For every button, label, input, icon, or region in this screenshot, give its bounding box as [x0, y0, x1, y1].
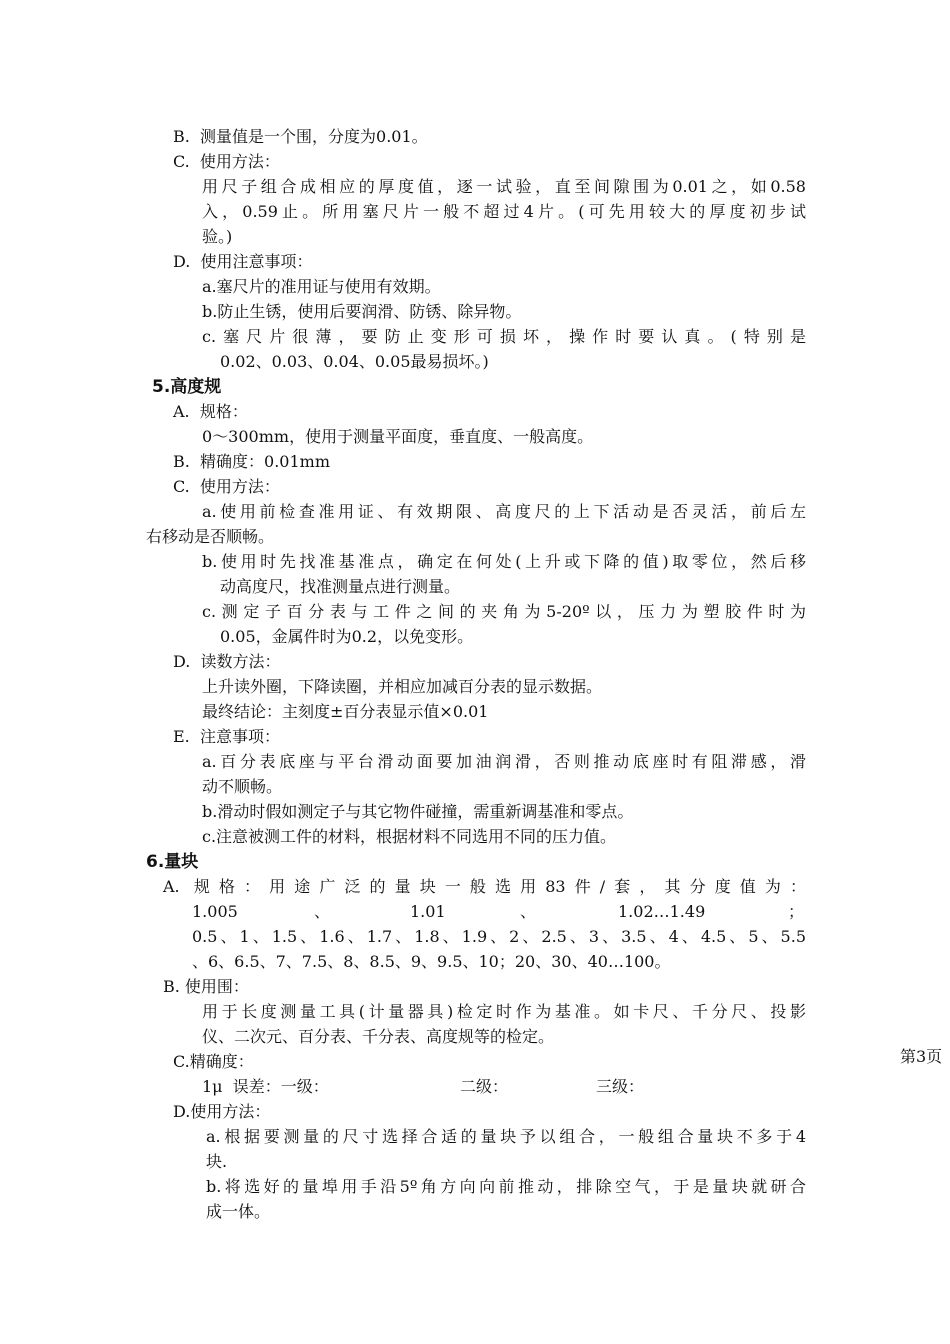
spec-separator-3: ；	[788, 902, 805, 921]
gauge-block-item-d-heading: D.使用方法：	[173, 1102, 271, 1121]
gauge-block-spec-4: 、6、6.5、7、7.5、8、8.5、9、9.5、10；20、30、40…100。	[192, 952, 671, 971]
feeler-item-c-heading: C. 使用方法：	[173, 152, 280, 171]
feeler-note-a: a.塞尺片的准用证与使用有效期。	[202, 277, 441, 296]
height-gauge-spec: 0～300mm，使用于测量平面度，垂直度、一般高度。	[202, 427, 594, 446]
feeler-method-text-3: 验。)	[202, 227, 233, 246]
gauge-block-method-a-1: a.根据要测量的尺寸选择合适的量块予以组合，一般组合量块不多于4	[206, 1127, 806, 1146]
feeler-note-c-1: c.塞尺片很薄，要防止变形可损坏，操作时要认真。(特别是	[202, 327, 806, 346]
height-gauge-item-d-heading: D. 读数方法：	[173, 652, 281, 671]
gauge-block-spec-1: A. 规格：用途广泛的量块一般选用83件/套，其分度值为：	[163, 877, 806, 896]
height-gauge-note-a-1: a.百分表底座与平台滑动面要加油润滑，否则推动底座时有阻滞感，滑	[202, 752, 806, 771]
section-5-heading: 5.高度规	[152, 377, 222, 397]
gauge-block-item-b-heading: B. 使用围：	[163, 977, 249, 996]
spec-separator-1: 、	[314, 902, 331, 921]
feeler-note-b: b.防止生锈，使用后要润滑、防锈、除异物。	[202, 302, 522, 321]
height-gauge-item-e-heading: E. 注意事项：	[173, 727, 280, 746]
spec-value-1005: 1.005	[192, 902, 238, 921]
feeler-item-d-heading: D. 使用注意事项：	[173, 252, 313, 271]
accuracy-grade-2: 二级：	[460, 1077, 509, 1096]
height-gauge-method-b-2: 动高度尺，找准测量点进行测量。	[220, 577, 461, 596]
feeler-method-text-1: 用尺子组合成相应的厚度值，逐一试验，直至间隙围为0.01之，如0.58	[202, 177, 806, 196]
height-gauge-note-b: b.滑动时假如测定子与其它物件碰撞，需重新调基准和零点。	[202, 802, 634, 821]
height-gauge-method-a-1: a.使用前检查准用证、有效期限、高度尺的上下活动是否灵活，前后左	[202, 502, 806, 521]
section-6-heading: 6.量块	[146, 852, 199, 872]
spec-value-range: 1.02…1.49	[618, 902, 706, 921]
gauge-block-spec-2	[192, 900, 806, 924]
height-gauge-note-a-2: 动不顺畅。	[202, 777, 283, 796]
feeler-note-c-2: 0.02、0.03、0.04、0.05最易损坏。)	[220, 352, 489, 371]
page-number: 第3页	[900, 1047, 943, 1066]
height-gauge-note-c: c.注意被测工件的材料，根据材料不同选用不同的压力值。	[202, 827, 617, 846]
gauge-block-method-b-2: 成一体。	[206, 1202, 271, 1221]
spec-separator-2: 、	[520, 902, 537, 921]
height-gauge-item-b: B. 精确度：0.01mm	[173, 452, 330, 471]
gauge-block-spec-3: 0.5、1、1.5、1.6、1.7、1.8、1.9、2、2.5、3、3.5、4、4.5、5、5.5	[192, 927, 806, 946]
spec-value-101: 1.01	[410, 902, 446, 921]
height-gauge-method-c-2: 0.05，金属件时为0.2，以免变形。	[220, 627, 474, 646]
height-gauge-method-b-1: b.使用时先找准基准点，确定在何处(上升或下降的值)取零位，然后移	[202, 552, 806, 571]
height-gauge-item-a-heading: A. 规格：	[173, 402, 248, 421]
gauge-block-usage-2: 仪、二次元、百分表、千分表、高度规等的检定。	[202, 1027, 555, 1046]
accuracy-grade-3: 三级：	[596, 1077, 645, 1096]
accuracy-grade-1: 1μ 误差：一级：	[202, 1077, 329, 1096]
gauge-block-method-a-2: 块.	[206, 1152, 228, 1171]
height-gauge-item-c-heading: C. 使用方法：	[173, 477, 280, 496]
gauge-block-accuracy-row	[202, 1075, 702, 1099]
gauge-block-item-c-heading: C.精确度：	[173, 1052, 254, 1071]
height-gauge-method-a-2: 右移动是否顺畅。	[146, 527, 275, 546]
height-gauge-reading-1: 上升读外圈，下降读圈，并相应加减百分表的显示数据。	[202, 677, 603, 696]
height-gauge-reading-2: 最终结论：主刻度±百分表显示值×0.01	[202, 702, 489, 721]
height-gauge-method-c-1: c.测定子百分表与工件之间的夹角为5-20º以，压力为塑胶件时为	[202, 602, 806, 621]
gauge-block-usage-1: 用于长度测量工具(计量器具)检定时作为基准。如卡尺、千分尺、投影	[202, 1002, 806, 1021]
feeler-item-b: B. 测量值是一个围，分度为0.01。	[173, 127, 428, 146]
feeler-method-text-2: 入，0.59止。所用塞尺片一般不超过4片。(可先用较大的厚度初步试	[202, 202, 806, 221]
gauge-block-method-b-1: b.将选好的量埠用手沿5º角方向向前推动，排除空气，于是量块就研合	[206, 1177, 806, 1196]
